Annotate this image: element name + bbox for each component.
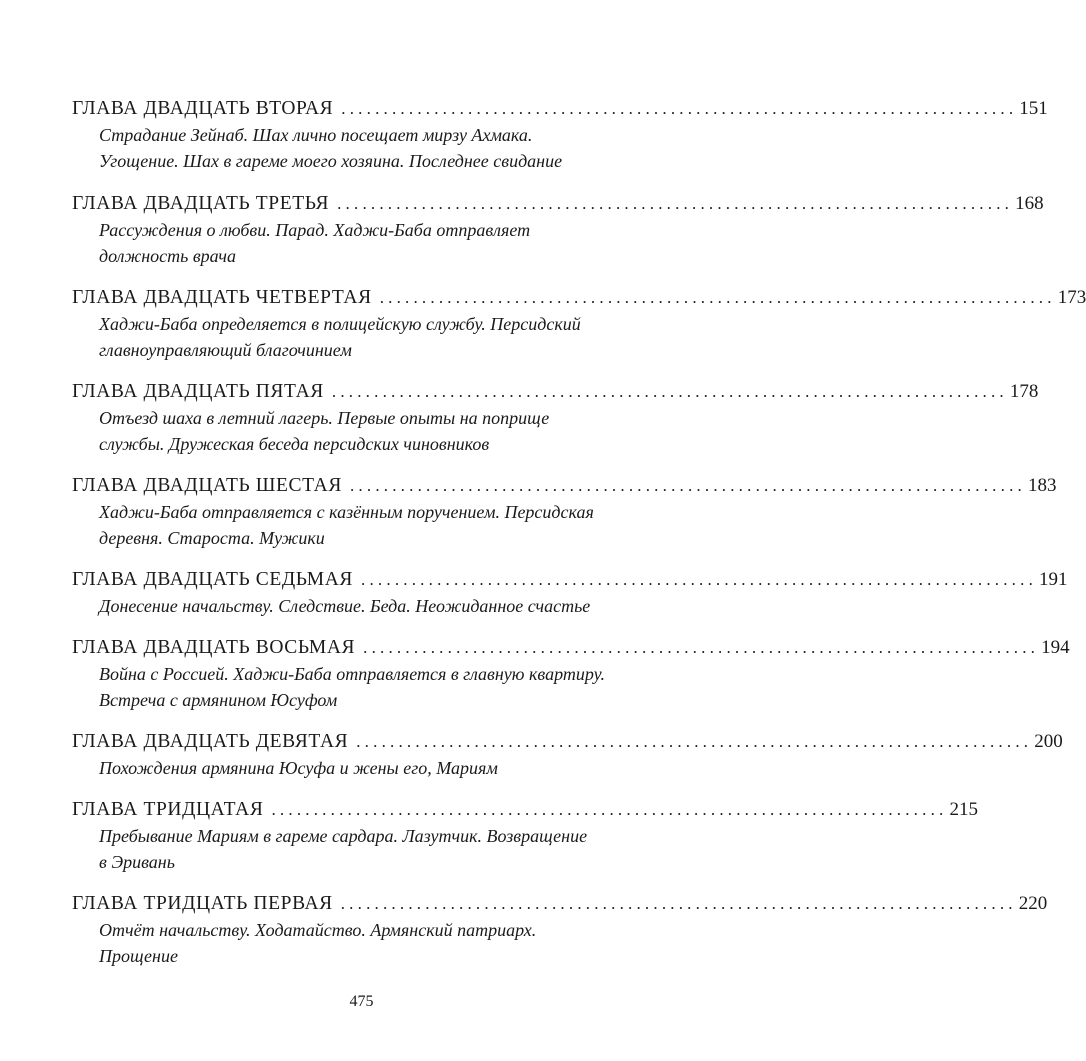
- summary-line: Хаджи-Баба определяется в полицейскую службу. Персидский: [99, 314, 581, 334]
- toc-entry: [72, 635, 1070, 713]
- toc-entry: [72, 285, 1086, 363]
- toc-entry: [72, 797, 978, 875]
- chapter-title: ГЛАВА ДВАДЦАТЬ ЧЕТВЕРТАЯ: [72, 287, 372, 308]
- page-number: 173: [1057, 287, 1086, 308]
- chapter-summary: [99, 405, 646, 457]
- entry-heading: [72, 191, 1044, 217]
- entry-heading: [72, 891, 1048, 917]
- entry-heading: [72, 635, 1070, 661]
- toc-entry: [72, 191, 1044, 269]
- chapter-summary: [99, 311, 646, 363]
- summary-line: в Эривань: [99, 852, 175, 872]
- chapter-summary: [99, 755, 646, 781]
- summary-line: Похождения армянина Юсуфа и жены его, Мариям: [99, 758, 498, 778]
- toc-entry: [72, 891, 1048, 969]
- entry-heading: [72, 96, 1048, 122]
- chapter-summary: [99, 917, 646, 969]
- summary-line: деревня. Староста. Мужики: [99, 528, 325, 548]
- chapter-summary: [99, 499, 646, 551]
- chapter-title: ГЛАВА ДВАДЦАТЬ ТРЕТЬЯ: [72, 193, 330, 214]
- entry-heading: [72, 285, 1086, 311]
- summary-line: главноуправляющий благочинием: [99, 340, 352, 360]
- summary-line: Хаджи-Баба отправляется с казённым поручением. Персидская: [99, 502, 594, 522]
- page-number: 215: [949, 799, 978, 820]
- page-number: 194: [1041, 637, 1070, 658]
- summary-line: должность врача: [99, 246, 237, 266]
- page-number: 183: [1027, 475, 1057, 496]
- summary-line: Пребывание Мариям в гареме сардара. Лазутчик. Возвращение: [99, 826, 588, 846]
- page-number: 220: [1018, 893, 1048, 914]
- toc-entry: [72, 473, 1057, 551]
- chapter-title: ГЛАВА ДВАДЦАТЬ ВТОРАЯ: [72, 98, 334, 119]
- dot-leader: ................................................................................: [341, 99, 1018, 118]
- summary-line: Страдание Зейнаб. Шах лично посещает мирзу Ахмака.: [99, 125, 533, 145]
- page-number: 178: [1009, 381, 1039, 402]
- dot-leader: ................................................................................: [349, 476, 1026, 495]
- chapter-title: ГЛАВА ТРИДЦАТАЯ: [72, 799, 264, 820]
- dot-leader: ................................................................................: [379, 288, 1056, 307]
- chapter-summary: [99, 122, 646, 174]
- chapter-summary: [99, 217, 646, 269]
- chapter-summary: [99, 661, 646, 713]
- chapter-summary: [99, 593, 646, 619]
- page-number: 200: [1034, 731, 1063, 752]
- chapter-title: ГЛАВА ДВАДЦАТЬ СЕДЬМАЯ: [72, 569, 354, 590]
- dot-leader: ................................................................................: [340, 894, 1017, 913]
- dot-leader: ................................................................................: [361, 570, 1038, 589]
- chapter-title: ГЛАВА ДВАДЦАТЬ ШЕСТАЯ: [72, 475, 342, 496]
- chapter-title: ГЛАВА ДВАДЦАТЬ ДЕВЯТАЯ: [72, 731, 349, 752]
- dot-leader: ................................................................................: [331, 382, 1008, 401]
- dot-leader: ................................................................................: [337, 194, 1014, 213]
- summary-line: Рассуждения о любви. Парад. Хаджи-Баба отправляет: [99, 220, 531, 240]
- entry-heading: [72, 729, 1063, 755]
- page-number: 191: [1039, 569, 1068, 590]
- summary-line: Отъезд шаха в летний лагерь. Первые опыты на поприще: [99, 408, 550, 428]
- table-of-contents: [72, 96, 1086, 969]
- summary-line: Война с Россией. Хаджи-Баба отправляется в главную квартиру.: [99, 664, 605, 684]
- summary-line: Встреча с армянином Юсуфом: [99, 690, 338, 710]
- toc-entry: [72, 567, 1068, 619]
- dot-leader: ................................................................................: [271, 800, 948, 819]
- toc-entry: [72, 96, 1048, 174]
- toc-entry: [72, 729, 1063, 781]
- chapter-title: ГЛАВА ТРИДЦАТЬ ПЕРВАЯ: [72, 893, 333, 914]
- summary-line: Донесение начальству. Следствие. Беда. Неожиданное счастье: [99, 596, 591, 616]
- entry-heading: [72, 473, 1057, 499]
- chapter-summary: [99, 823, 646, 875]
- entry-heading: [72, 379, 1039, 405]
- page-folio-number: 475: [349, 993, 374, 1010]
- summary-line: Угощение. Шах в гареме моего хозяина. Последнее свидание: [99, 151, 563, 171]
- chapter-title: ГЛАВА ДВАДЦАТЬ ВОСЬМАЯ: [72, 637, 356, 658]
- summary-line: Отчёт начальству. Ходатайство. Армянский патриарх.: [99, 920, 537, 940]
- summary-line: Прощение: [99, 946, 178, 966]
- dot-leader: ................................................................................: [363, 638, 1040, 657]
- chapter-title: ГЛАВА ДВАДЦАТЬ ПЯТАЯ: [72, 381, 324, 402]
- page-number: 168: [1015, 193, 1044, 214]
- entry-heading: [72, 797, 978, 823]
- summary-line: службы. Дружеская беседа персидских чиновников: [99, 434, 490, 454]
- entry-heading: [72, 567, 1068, 593]
- dot-leader: ................................................................................: [356, 732, 1033, 751]
- page-number: 151: [1019, 98, 1048, 119]
- toc-entry: [72, 379, 1039, 457]
